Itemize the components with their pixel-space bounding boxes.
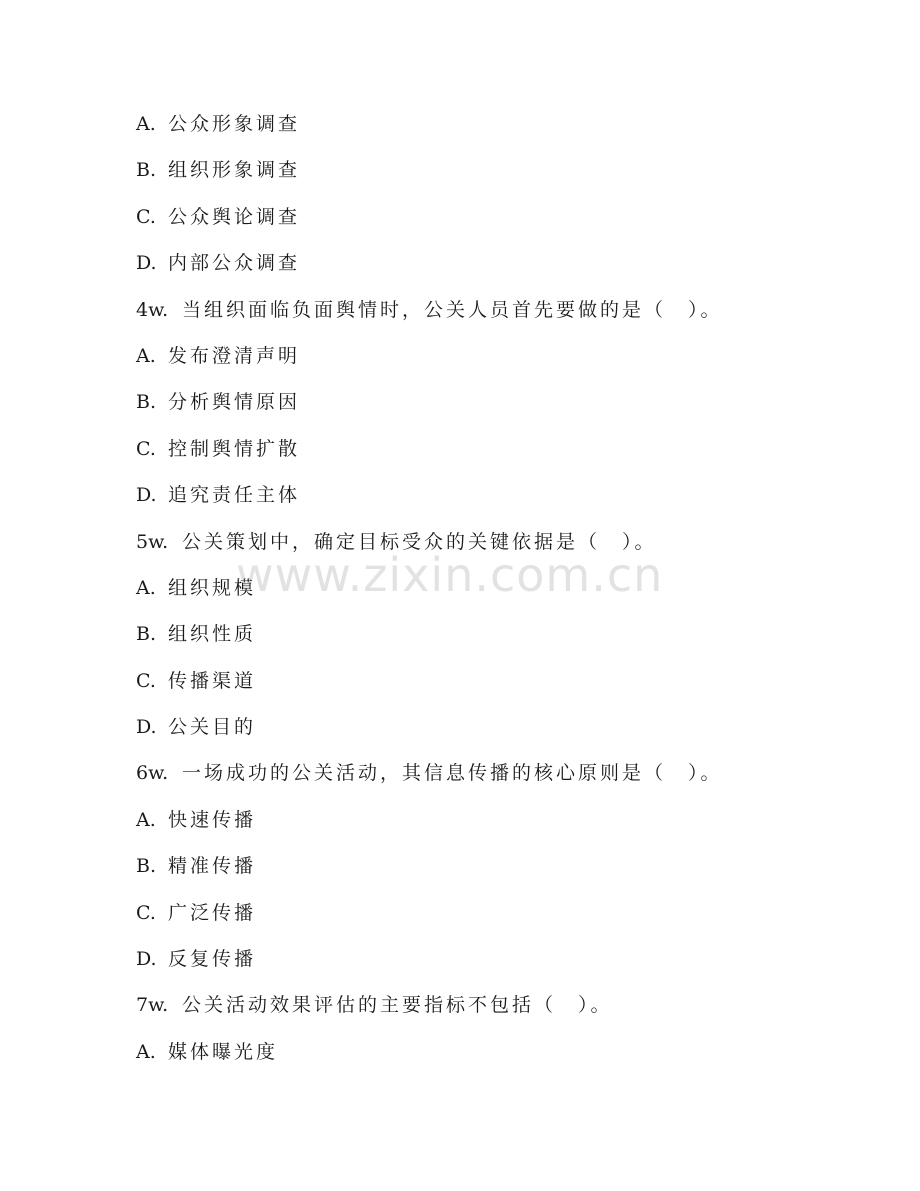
- option-letter: D.: [136, 484, 157, 507]
- answer-option: [136, 614, 856, 660]
- option-letter: B.: [136, 391, 157, 414]
- question-number: 7w.: [136, 994, 169, 1017]
- option-text: 公众形象调查: [168, 113, 301, 135]
- option-text: 追究责任主体: [168, 484, 301, 507]
- watermark: www.zixin.com.cn: [236, 548, 664, 602]
- answer-option: [136, 846, 856, 892]
- option-letter: D.: [136, 252, 157, 275]
- answer-option: [136, 568, 856, 614]
- question-text: 公关活动效果评估的主要指标不包括（ ）。: [182, 994, 613, 1017]
- answer-option: [136, 661, 856, 707]
- option-text: 内部公众调查: [168, 252, 301, 275]
- question-text: 一场成功的公关活动，其信息传播的核心原则是（ ）。: [182, 762, 723, 785]
- option-letter: C.: [136, 437, 156, 460]
- option-text: 组织性质: [168, 623, 257, 646]
- option-letter: C.: [136, 901, 156, 924]
- option-letter: D.: [136, 716, 157, 739]
- option-text: 媒体曝光度: [168, 1040, 279, 1063]
- option-text: 公关目的: [168, 716, 257, 739]
- option-letter: A.: [136, 576, 156, 599]
- option-letter: A.: [136, 1040, 156, 1063]
- option-letter: C.: [136, 205, 156, 228]
- answer-option: [136, 1032, 856, 1078]
- answer-option: [136, 800, 856, 846]
- answer-option: [136, 893, 856, 939]
- question-number: 4w.: [136, 298, 169, 321]
- answer-option: [136, 197, 856, 243]
- option-letter: D.: [136, 948, 157, 971]
- option-text: 分析舆情原因: [168, 391, 301, 414]
- option-letter: A.: [136, 344, 156, 367]
- question-text: 公关策划中，确定目标受众的关键依据是（ ）。: [182, 530, 657, 553]
- answer-option: [136, 382, 856, 428]
- answer-option: [136, 243, 856, 289]
- option-letter: B.: [136, 623, 157, 646]
- question-stem: [136, 753, 856, 799]
- answer-option: [136, 707, 856, 753]
- answer-option: [136, 104, 856, 150]
- question-text: 当组织面临负面舆情时，公关人员首先要做的是（ ）。: [182, 298, 723, 321]
- option-text: 传播渠道: [168, 669, 257, 692]
- answer-option: [136, 150, 856, 196]
- option-text: 组织形象调查: [168, 159, 301, 182]
- answer-option: [136, 475, 856, 521]
- option-text: 广泛传播: [168, 901, 257, 924]
- question-list: [136, 104, 856, 1078]
- question-number: 6w.: [136, 762, 169, 785]
- option-text: 发布澄清声明: [168, 344, 301, 367]
- question-stem: [136, 522, 856, 568]
- answer-option: [136, 939, 856, 985]
- option-letter: A.: [136, 808, 156, 831]
- option-letter: B.: [136, 855, 157, 878]
- answer-option: [136, 429, 856, 475]
- question-stem: [136, 290, 856, 336]
- question-stem: [136, 985, 856, 1031]
- question-number: 5w.: [136, 530, 169, 553]
- option-text: 反复传播: [168, 948, 257, 971]
- answer-option: [136, 336, 856, 382]
- option-text: 快速传播: [168, 808, 257, 831]
- option-text: 组织规模: [168, 576, 257, 599]
- option-letter: B.: [136, 159, 157, 182]
- option-text: 公众舆论调查: [168, 205, 301, 228]
- option-letter: A.: [136, 113, 156, 135]
- option-text: 控制舆情扩散: [168, 437, 301, 460]
- option-letter: C.: [136, 669, 156, 692]
- option-text: 精准传播: [168, 855, 257, 878]
